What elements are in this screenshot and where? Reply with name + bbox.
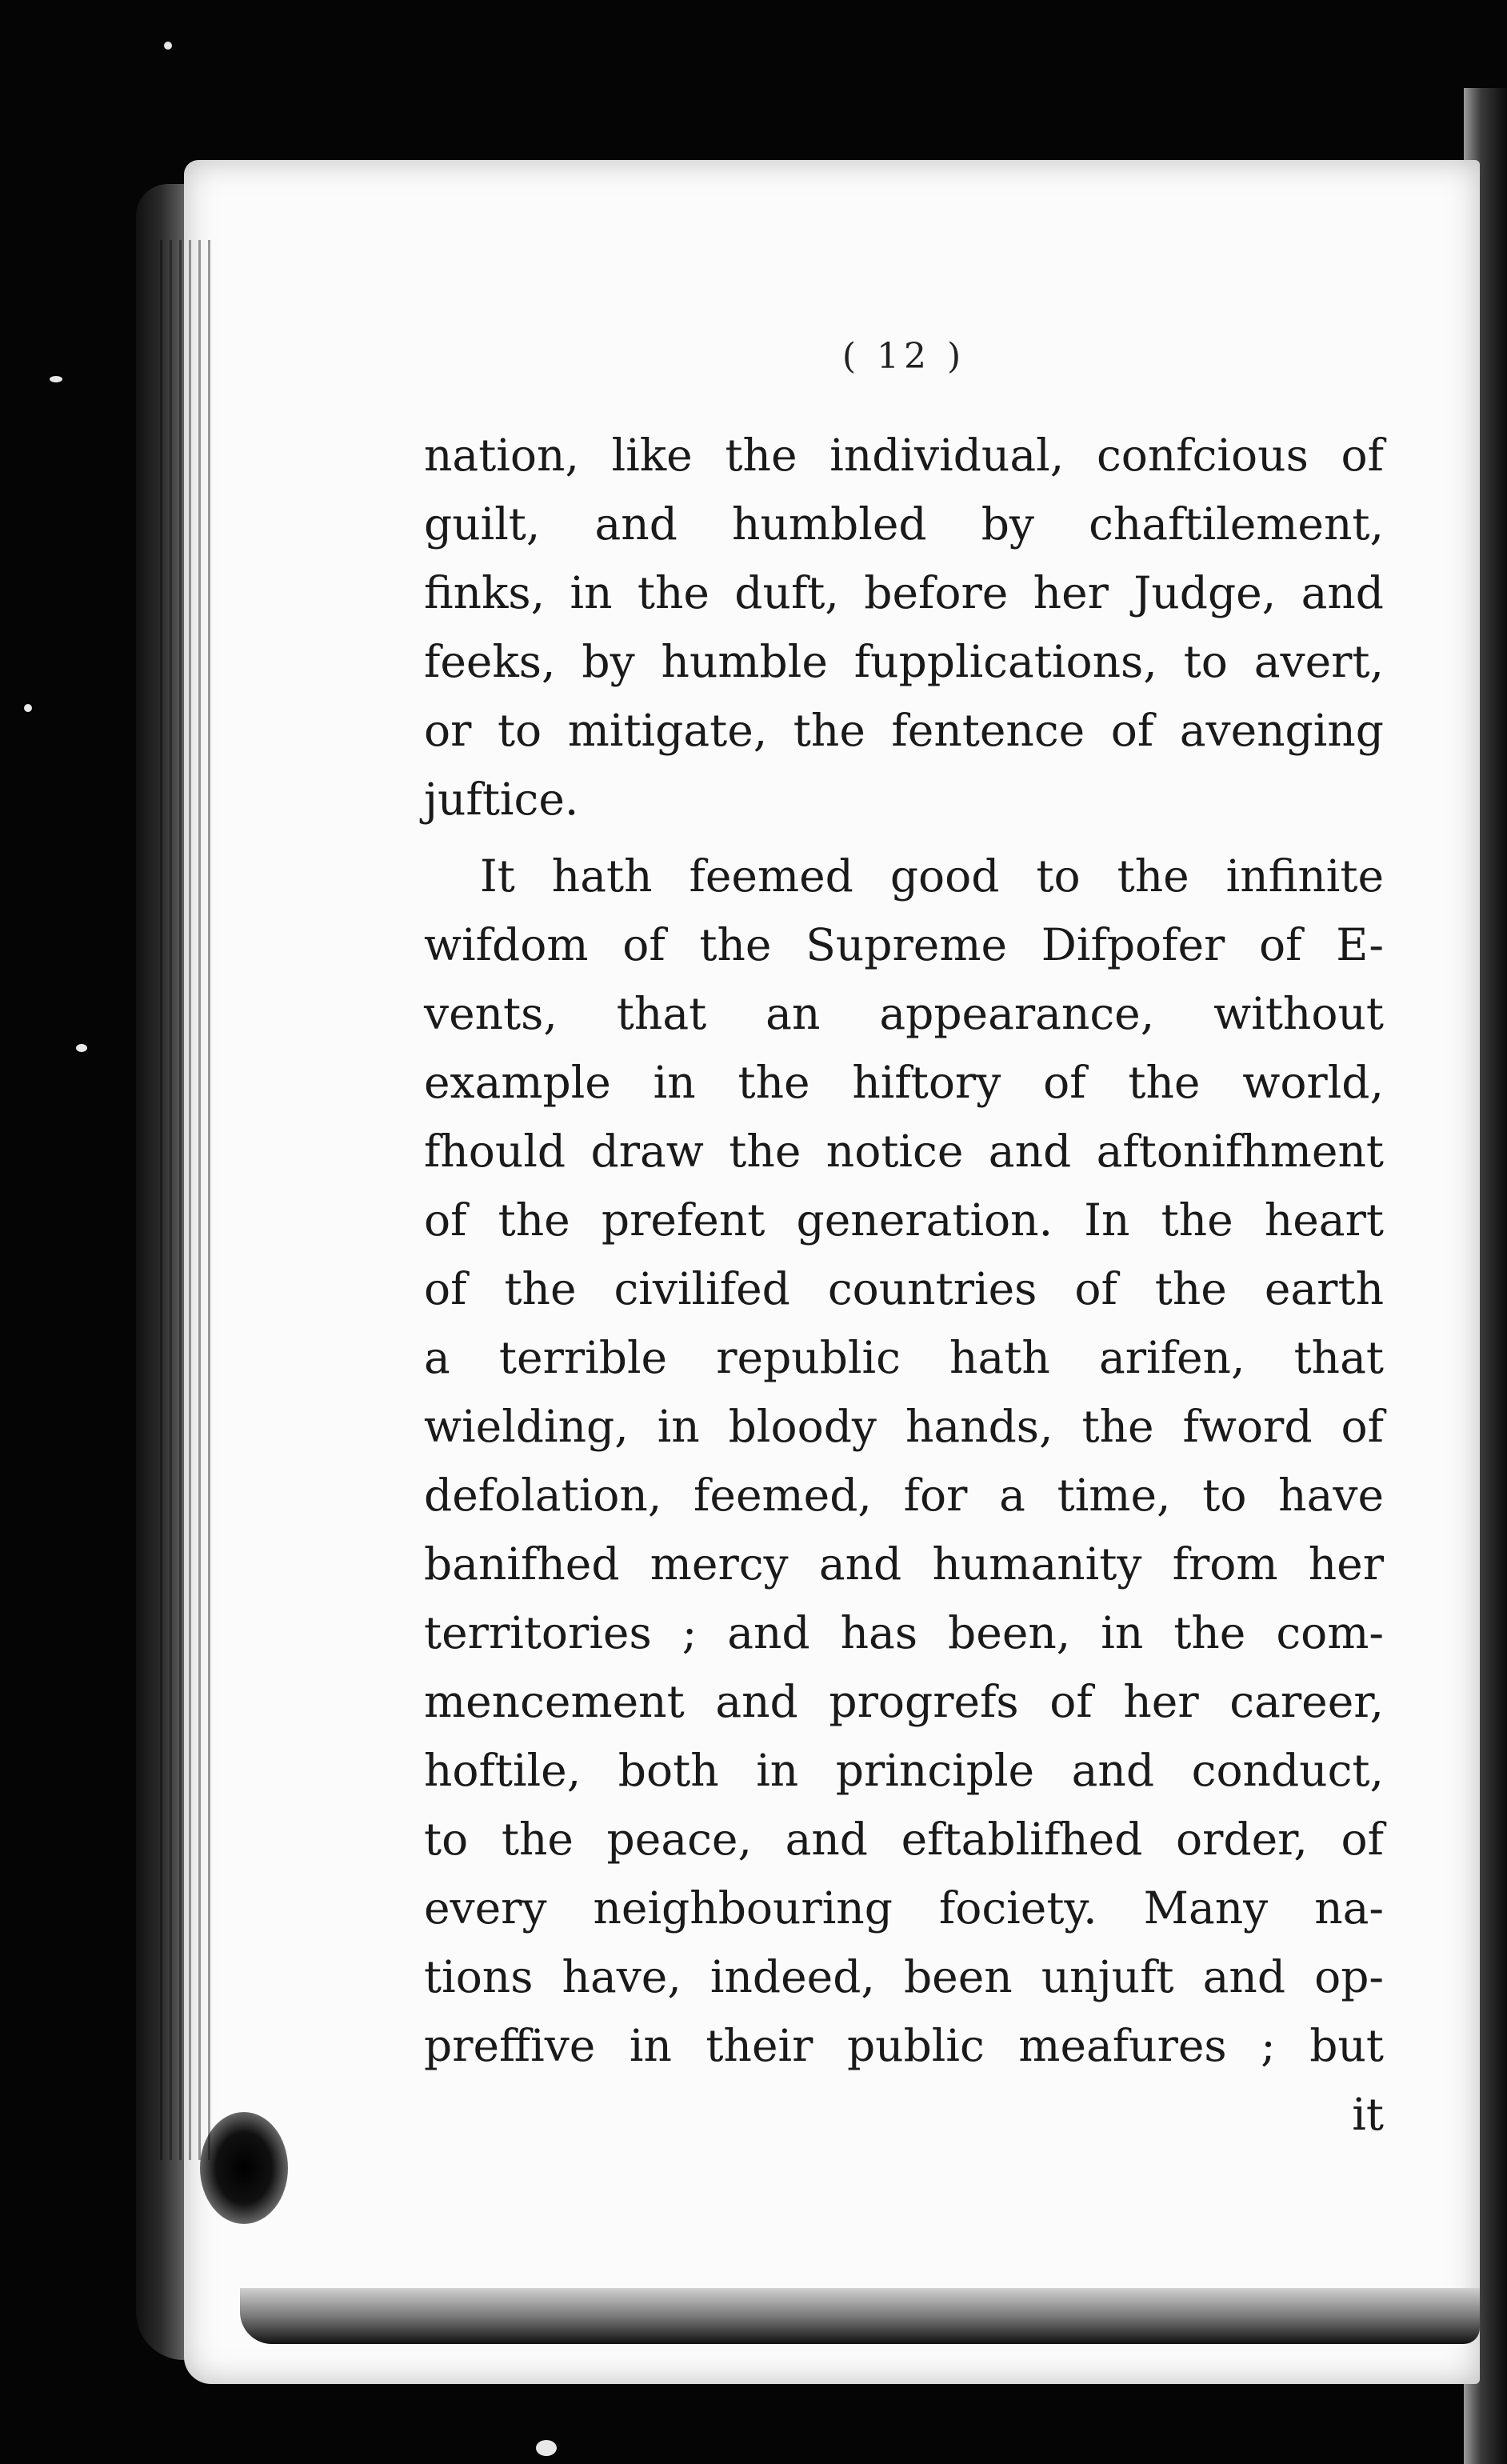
text-line: of the prefent generation. In the heart xyxy=(424,1194,1384,1246)
text-line: of the civilifed countries of the earth xyxy=(424,1263,1384,1314)
text-line: a terrible republic hath arifen, that xyxy=(424,1332,1384,1383)
text-line: every neighbouring fociety. Many na- xyxy=(424,1882,1384,1934)
paragraph-1 xyxy=(424,421,1384,834)
text-line: to the peace, and eftablifhed order, of xyxy=(424,1814,1384,1865)
page-number: ( 12 ) xyxy=(841,336,966,377)
text-line: fhould draw the notice and aftonifhment xyxy=(424,1126,1384,1177)
ink-blot xyxy=(200,2112,288,2224)
page-bottom-edge xyxy=(240,2288,1480,2344)
text-line: It hath feemed good to the infinite xyxy=(480,850,1384,902)
dust-speck xyxy=(50,376,62,382)
text-line: guilt, and humbled by chaftilement, xyxy=(424,498,1384,550)
text-line: example in the hiftory of the world, xyxy=(424,1057,1384,1108)
text-block xyxy=(424,336,1384,2149)
text-line: territories ; and has been, in the com- xyxy=(424,1607,1384,1658)
page-edge-lines xyxy=(160,240,216,2160)
dust-speck xyxy=(24,704,32,712)
text-line: nation, like the individual, confcious of xyxy=(424,430,1384,481)
paragraph-2 xyxy=(424,842,1384,2080)
text-line: vents, that an appearance, without xyxy=(424,988,1384,1039)
text-line: finks, in the duft, before her Judge, and xyxy=(424,567,1384,618)
text-line: wielding, in bloody hands, the fword of xyxy=(424,1401,1384,1452)
text-line: or to mitigate, the fentence of avenging xyxy=(424,705,1384,756)
text-line: hoftile, both in principle and conduct, xyxy=(424,1745,1384,1796)
text-line: mencement and progrefs of her career, xyxy=(424,1676,1384,1727)
dust-speck xyxy=(76,1044,87,1052)
text-line: defolation, feemed, for a time, to have xyxy=(424,1470,1384,1521)
text-line: banifhed mercy and humanity from her xyxy=(424,1538,1384,1590)
text-line: tions have, indeed, been unjuft and op- xyxy=(424,1951,1384,2002)
text-line: feeks, by humble fupplications, to avert, xyxy=(424,636,1384,687)
dust-speck xyxy=(164,42,172,50)
dust-speck xyxy=(536,2440,557,2456)
text-line: preffive in their public meafures ; but xyxy=(424,2020,1384,2071)
text-line: wifdom of the Supreme Difpofer of E- xyxy=(424,919,1384,970)
text-line: juftice. xyxy=(424,774,579,825)
catchword: it xyxy=(1352,2089,1384,2140)
